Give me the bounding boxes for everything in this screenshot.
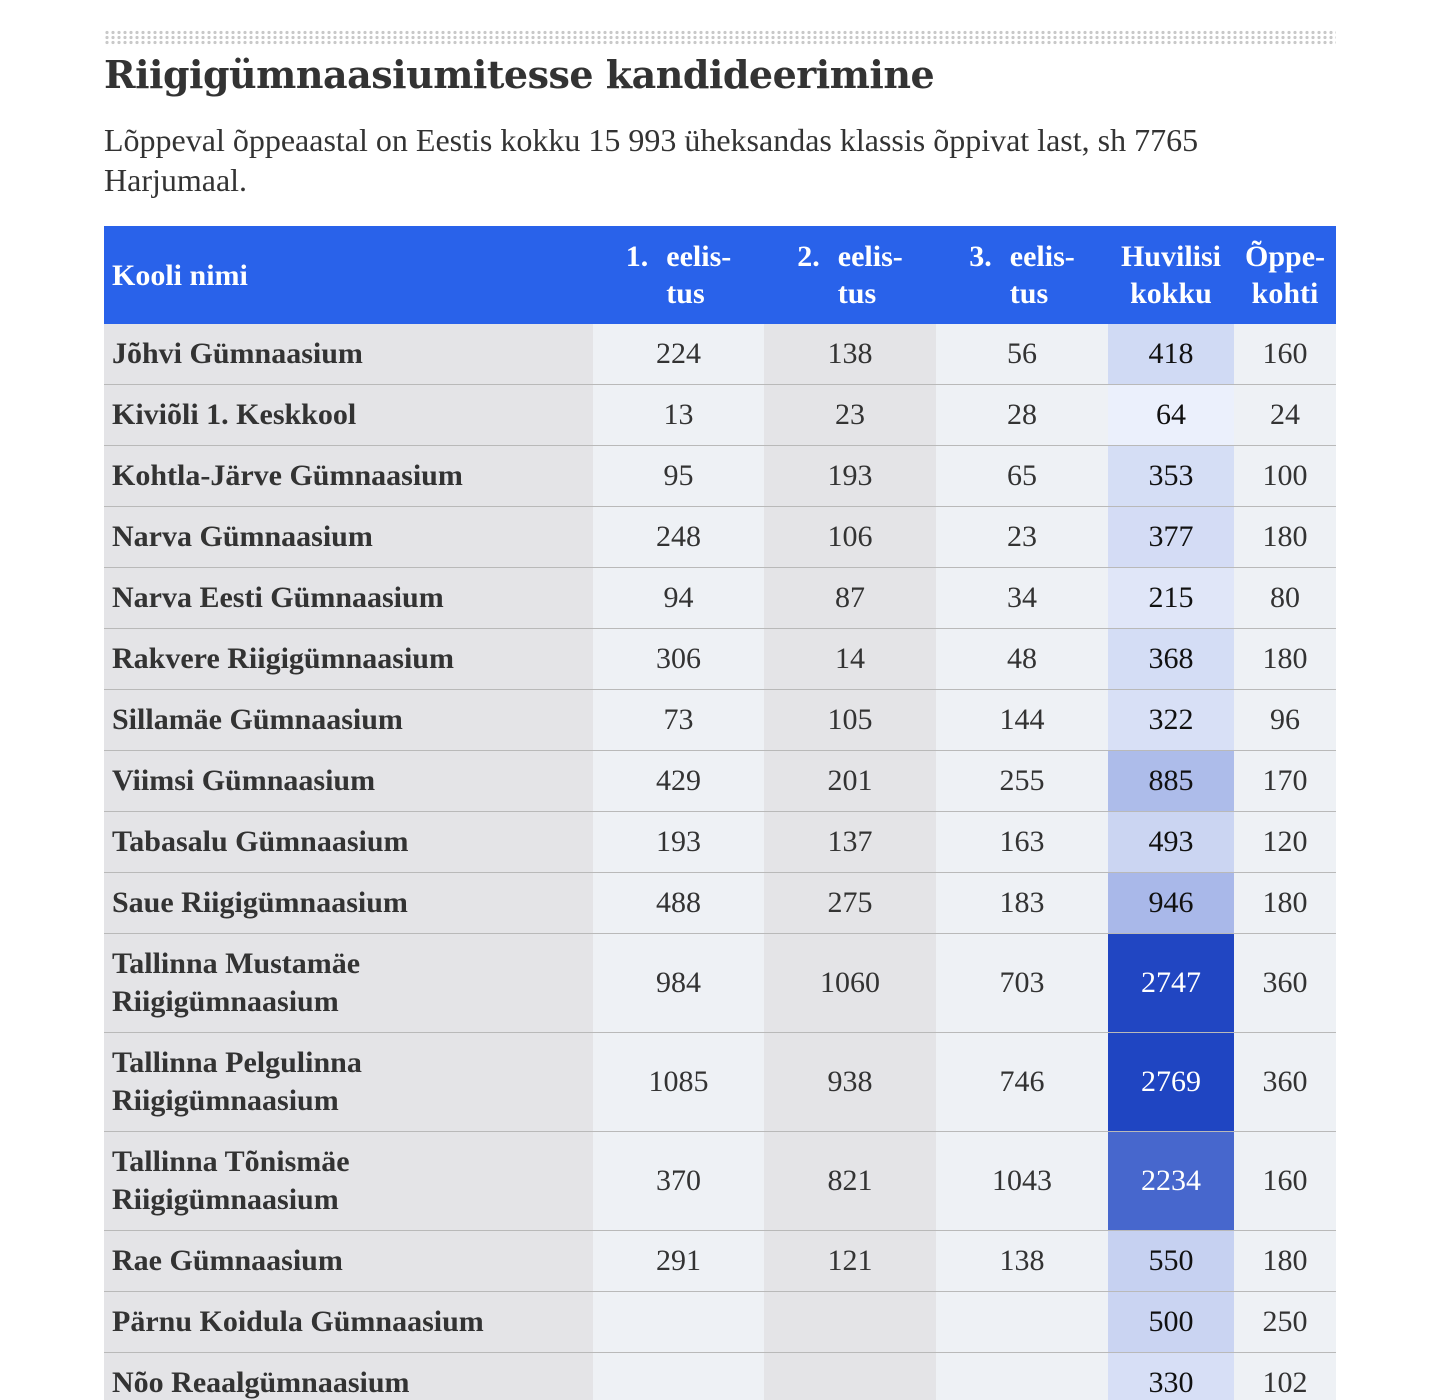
pref2-cell: 193 — [764, 446, 936, 507]
school-name-cell — [104, 385, 593, 446]
table-row — [104, 1033, 1336, 1132]
pref2-cell: 1060 — [764, 934, 936, 1033]
places-cell: 120 — [1234, 812, 1336, 873]
pref2-cell: 938 — [764, 1033, 936, 1132]
pref3-cell — [936, 1292, 1108, 1353]
total-cell: 353 — [1108, 446, 1234, 507]
school-name-cell — [104, 1132, 593, 1231]
table-header — [104, 226, 1336, 324]
table-row — [104, 1231, 1336, 1292]
school-name-cell — [104, 568, 593, 629]
pref2-cell: 201 — [764, 751, 936, 812]
total-cell: 418 — [1108, 324, 1234, 385]
header-pref-1-line-2: tus — [666, 277, 705, 310]
places-cell: 360 — [1234, 1033, 1336, 1132]
table-row — [104, 934, 1336, 1033]
places-cell: 170 — [1234, 751, 1336, 812]
pref2-cell: 14 — [764, 629, 936, 690]
pref3-cell: 1043 — [936, 1132, 1108, 1231]
pref2-cell: 106 — [764, 507, 936, 568]
pref2-cell: 275 — [764, 873, 936, 934]
school-name-line: Viimsi Gümnaasium — [112, 764, 376, 797]
table-row — [104, 446, 1336, 507]
table-row — [104, 1353, 1336, 1400]
pref3-cell: 48 — [936, 629, 1108, 690]
pref3-cell: 23 — [936, 507, 1108, 568]
total-cell: 64 — [1108, 385, 1234, 446]
page-title: Riigigümnaasiumitesse kandideerimine — [104, 52, 935, 97]
school-name-line: Kohtla-Järve Gümnaasium — [112, 459, 463, 492]
places-cell: 160 — [1234, 1132, 1336, 1231]
table-row — [104, 568, 1336, 629]
school-name-cell — [104, 1231, 593, 1292]
pref1-cell: 488 — [593, 873, 764, 934]
total-cell: 550 — [1108, 1231, 1234, 1292]
total-cell: 885 — [1108, 751, 1234, 812]
places-cell: 24 — [1234, 385, 1336, 446]
pref3-cell: 703 — [936, 934, 1108, 1033]
pref2-cell — [764, 1292, 936, 1353]
header-pref-3-number: 3. — [969, 240, 992, 273]
pref1-cell: 73 — [593, 690, 764, 751]
dotted-divider — [104, 30, 1336, 46]
pref1-cell: 13 — [593, 385, 764, 446]
places-cell: 80 — [1234, 568, 1336, 629]
header-places — [1234, 226, 1336, 324]
pref2-cell: 23 — [764, 385, 936, 446]
header-pref-3 — [936, 226, 1108, 324]
school-name-line: Pärnu Koidula Gümnaasium — [112, 1305, 484, 1338]
pref1-cell — [593, 1353, 764, 1400]
places-cell: 180 — [1234, 507, 1336, 568]
pref2-cell: 105 — [764, 690, 936, 751]
pref1-cell: 370 — [593, 1132, 764, 1231]
pref1-cell: 306 — [593, 629, 764, 690]
pref3-cell: 65 — [936, 446, 1108, 507]
pref2-cell — [764, 1353, 936, 1400]
places-cell: 102 — [1234, 1353, 1336, 1400]
school-name-line: Tallinna Pelgulinna — [112, 1046, 362, 1079]
total-cell: 330 — [1108, 1353, 1234, 1400]
school-name-line: Riigigümnaasium — [112, 1183, 339, 1216]
total-cell: 2747 — [1108, 934, 1234, 1033]
school-name-cell — [104, 751, 593, 812]
school-name-cell — [104, 812, 593, 873]
school-name-line: Rakvere Riigigümnaasium — [112, 642, 454, 675]
total-cell: 946 — [1108, 873, 1234, 934]
header-pref-2 — [764, 226, 936, 324]
school-name-cell — [104, 324, 593, 385]
table-row — [104, 812, 1336, 873]
pref3-cell: 34 — [936, 568, 1108, 629]
school-name-cell — [104, 934, 593, 1033]
school-name-cell — [104, 1353, 593, 1400]
table-row — [104, 507, 1336, 568]
places-cell: 160 — [1234, 324, 1336, 385]
pref3-cell: 746 — [936, 1033, 1108, 1132]
table-row — [104, 690, 1336, 751]
school-name-line: Tallinna Tõnismäe — [112, 1145, 350, 1178]
header-pref-1 — [593, 226, 764, 324]
pref3-cell — [936, 1353, 1108, 1400]
places-cell: 180 — [1234, 1231, 1336, 1292]
school-name-line: Sillamäe Gümnaasium — [112, 703, 403, 736]
total-cell: 322 — [1108, 690, 1234, 751]
places-cell: 250 — [1234, 1292, 1336, 1353]
header-pref-3-line-2: tus — [1009, 277, 1049, 310]
page-subtitle: Lõppeval õppeaastal on Eestis kokku 15 993 üheksandas klassis õppivat last, sh 7765 Harjumaal. — [104, 122, 1199, 198]
header-pref-2-line-2: tus — [837, 277, 877, 310]
places-cell: 96 — [1234, 690, 1336, 751]
header-school-name: Kooli nimi — [104, 226, 593, 324]
pref1-cell: 224 — [593, 324, 764, 385]
school-name-line: Rae Gümnaasium — [112, 1244, 343, 1277]
school-name-cell — [104, 690, 593, 751]
places-cell: 360 — [1234, 934, 1336, 1033]
header-total — [1108, 226, 1234, 324]
school-name-cell — [104, 629, 593, 690]
school-name-line: Riigigümnaasium — [112, 985, 339, 1018]
pref1-cell: 248 — [593, 507, 764, 568]
total-cell: 493 — [1108, 812, 1234, 873]
table-body — [104, 324, 1336, 1400]
pref1-cell: 1085 — [593, 1033, 764, 1132]
pref3-cell: 183 — [936, 873, 1108, 934]
pref2-cell: 121 — [764, 1231, 936, 1292]
school-name-line: Narva Eesti Gümnaasium — [112, 581, 444, 614]
places-cell: 100 — [1234, 446, 1336, 507]
places-cell: 180 — [1234, 873, 1336, 934]
pref1-cell: 193 — [593, 812, 764, 873]
school-name-cell — [104, 446, 593, 507]
header-places-line-1: Õppe- — [1244, 240, 1325, 273]
pref1-cell — [593, 1292, 764, 1353]
pref1-cell: 95 — [593, 446, 764, 507]
school-name-line: Tabasalu Gümnaasium — [112, 825, 409, 858]
table-row — [104, 629, 1336, 690]
school-name-line: Jõhvi Gümnaasium — [112, 337, 363, 370]
total-cell: 500 — [1108, 1292, 1234, 1353]
pref2-cell: 137 — [764, 812, 936, 873]
school-name-line: Nõo Reaalgümnaasium — [112, 1366, 410, 1399]
pref1-cell: 291 — [593, 1231, 764, 1292]
pref3-cell: 255 — [936, 751, 1108, 812]
school-name-line: Saue Riigigümnaasium — [112, 886, 408, 919]
header-pref-3-line-1: eelis- — [1009, 240, 1075, 273]
header-pref-2-line-1: eelis- — [837, 240, 903, 273]
pref2-cell: 87 — [764, 568, 936, 629]
header-places-line-2: kohti — [1251, 277, 1319, 310]
table-row — [104, 385, 1336, 446]
pref3-cell: 163 — [936, 812, 1108, 873]
places-cell: 180 — [1234, 629, 1336, 690]
school-name-line: Riigigümnaasium — [112, 1084, 339, 1117]
pref2-cell: 138 — [764, 324, 936, 385]
total-cell: 2234 — [1108, 1132, 1234, 1231]
pref1-cell: 984 — [593, 934, 764, 1033]
total-cell: 368 — [1108, 629, 1234, 690]
pref3-cell: 138 — [936, 1231, 1108, 1292]
pref3-cell: 56 — [936, 324, 1108, 385]
pref3-cell: 28 — [936, 385, 1108, 446]
school-name-line: Tallinna Mustamäe — [112, 947, 361, 980]
school-name-cell — [104, 1292, 593, 1353]
total-cell: 377 — [1108, 507, 1234, 568]
total-cell: 215 — [1108, 568, 1234, 629]
table-row — [104, 1132, 1336, 1231]
data-table — [104, 226, 1336, 1400]
pref2-cell: 821 — [764, 1132, 936, 1231]
school-name-cell — [104, 873, 593, 934]
header-row — [104, 226, 1336, 324]
table-row — [104, 873, 1336, 934]
header-pref-1-number: 1. — [625, 240, 649, 273]
pref1-cell: 429 — [593, 751, 764, 812]
school-name-line: Kiviõli 1. Keskkool — [112, 398, 357, 431]
pref1-cell: 94 — [593, 568, 764, 629]
school-name-line: Narva Gümnaasium — [112, 520, 373, 553]
header-total-line-2: kokku — [1130, 277, 1212, 310]
header-pref-2-number: 2. — [797, 240, 820, 273]
table-row — [104, 751, 1336, 812]
school-name-cell — [104, 1033, 593, 1132]
header-pref-1-line-1: eelis- — [666, 240, 732, 273]
total-cell: 2769 — [1108, 1033, 1234, 1132]
school-name-cell — [104, 507, 593, 568]
table-row — [104, 324, 1336, 385]
pref3-cell: 144 — [936, 690, 1108, 751]
header-total-line-1: Huvilisi — [1120, 240, 1222, 273]
table-row — [104, 1292, 1336, 1353]
